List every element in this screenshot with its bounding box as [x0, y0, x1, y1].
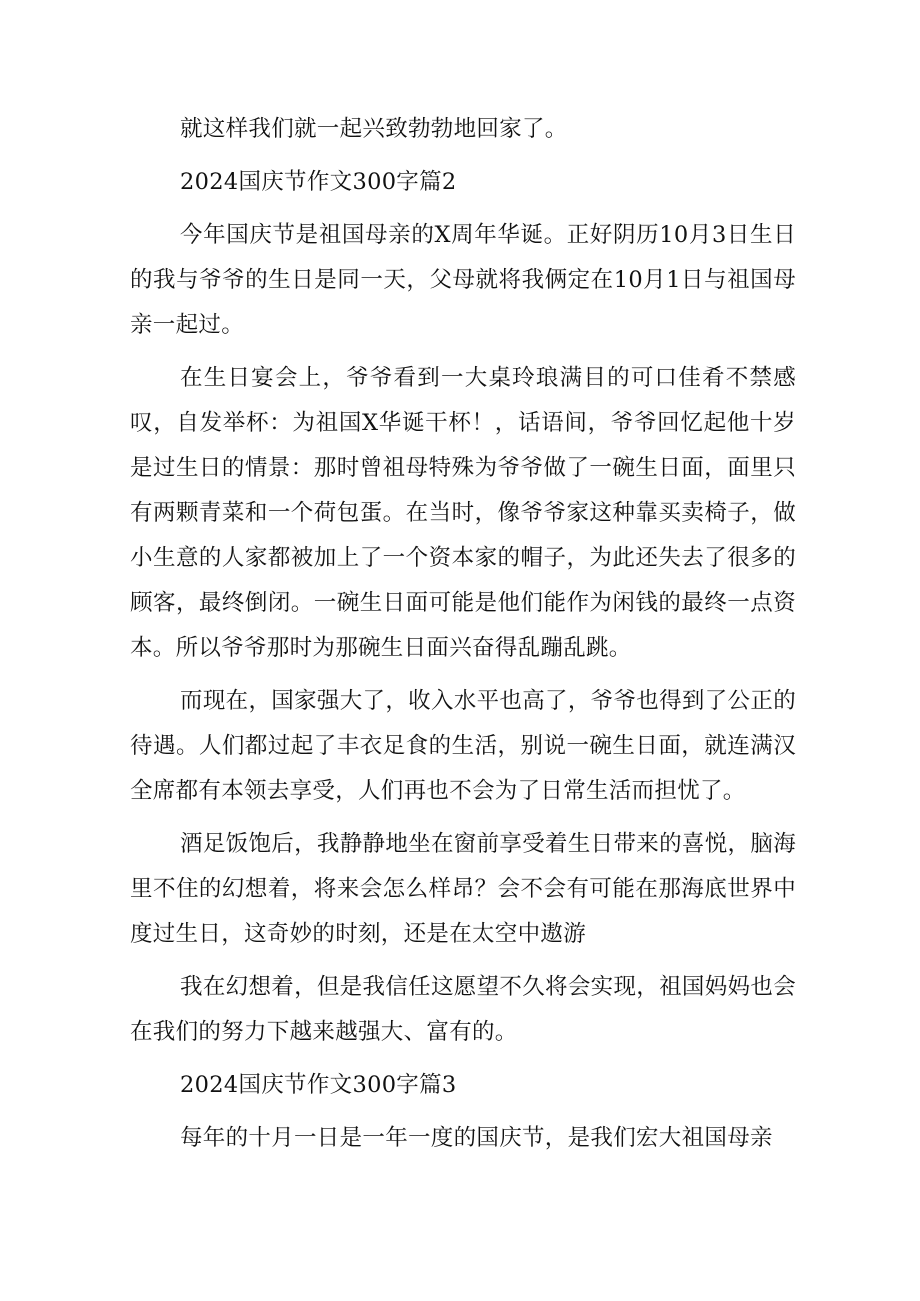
paragraph-7: 每年的十月一日是一年一度的国庆节，是我们宏大祖国母亲 [180, 1125, 773, 1151]
paragraph-1: 就这样我们就一起兴致勃勃地回家了。 [180, 116, 568, 142]
paragraph-4: 而现在，国家强大了，收入水平也高了，爷爷也得到了公正的待遇。人们都过起了丰衣足食的生活，别说一碗生日面，就连满汉全席都有本领去享受，人们再也不会为了日常生活而担忧了。 [130, 688, 796, 804]
document-body [130, 107, 796, 1169]
paragraph-3: 在生日宴会上，爷爷看到一大桌玲琅满目的可口佳肴不禁感叹，自发举杯：为祖国X华诞干杯！，话语间，爷爷回忆起他十岁是过生日的情景：那时曾祖母特殊为爷爷做了一碗生日面，面里只有两颗青菜和一个荷包蛋。在当时，像爷爷家这种靠买卖椅子，做小生意的人家都被加上了一个资本家的帽子，为此还失去了很多的顾客，最终倒闭。一碗生日面可能是他们能作为闲钱的最终一点资本。所以爷爷那时为那碗生日面兴奋得乱蹦乱跳。 [130, 365, 796, 661]
paragraph-2: 今年国庆节是祖国母亲的X周年华诞。正好阴历10月3日生日的我与爷爷的生日是同一天，父母就将我俩定在10月1日与祖国母亲一起过。 [130, 222, 796, 338]
paragraph-6: 我在幻想着，但是我信任这愿望不久将会实现，祖国妈妈也会在我们的努力下越来越强大、富有的。 [130, 974, 796, 1045]
paragraph-5: 酒足饭饱后，我静静地坐在窗前享受着生日带来的喜悦，脑海里不住的幻想着，将来会怎么样昂？会不会有可能在那海底世界中度过生日，这奇妙的时刻，还是在太空中遨游 [130, 831, 796, 947]
section-heading-2: 2024国庆节作文300字篇2 [180, 169, 457, 195]
section-heading-3: 2024国庆节作文300字篇3 [180, 1072, 457, 1098]
